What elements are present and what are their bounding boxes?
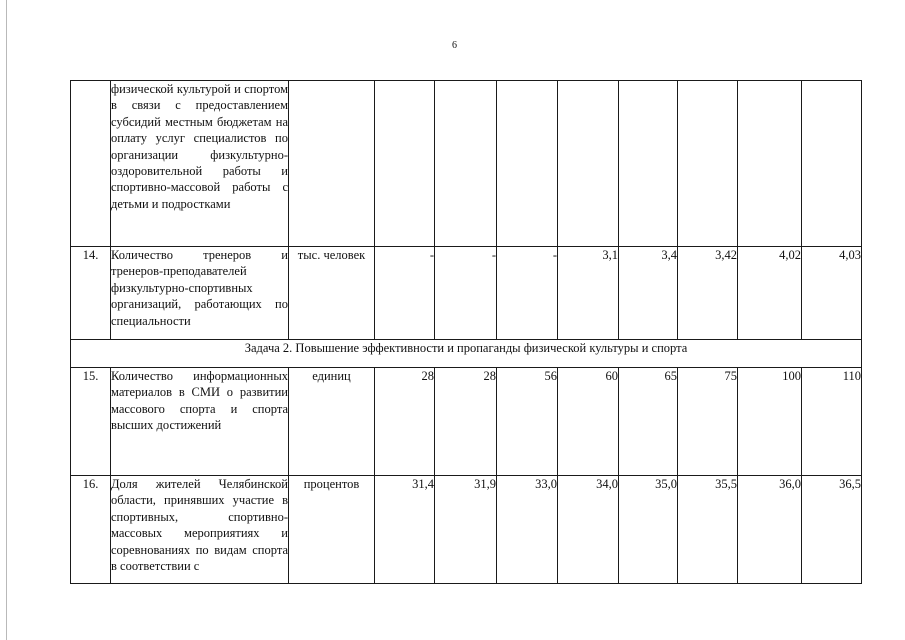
row-number: 14. (71, 247, 111, 340)
value-cell: 4,02 (738, 247, 802, 340)
unit-cell: процентов (289, 476, 375, 584)
page-number: 6 (452, 40, 457, 51)
value-cell: 56 (497, 368, 558, 476)
value-cell: 3,42 (678, 247, 738, 340)
table-row (71, 81, 862, 247)
value-cell: 34,0 (558, 476, 619, 584)
table-row (71, 247, 862, 340)
unit-cell (289, 81, 375, 247)
value-cell: 110 (802, 368, 862, 476)
table-row (71, 476, 862, 584)
value-cell (738, 81, 802, 247)
scan-margin-line (6, 0, 7, 640)
indicator-name: Доля жителей Челябинской области, принявших участие в спортивных, спортивно-массовых мероприятиях и соревнованиях по видам спорта в соответствии с (111, 476, 289, 584)
value-cell (678, 81, 738, 247)
value-cell: 4,03 (802, 247, 862, 340)
table-row (71, 368, 862, 476)
value-cell: 3,1 (558, 247, 619, 340)
value-cell (802, 81, 862, 247)
value-cell: 65 (619, 368, 678, 476)
indicator-name: физической культурой и спортом в связи с предоставлением субсидий местным бюджетам на оплату услуг специалистов по организации физкультурно-оздоровительной работы и спортивно-массовой работы с детьми и подростками (111, 81, 289, 247)
value-cell: - (435, 247, 497, 340)
task-heading: Задача 2. Повышение эффективности и пропаганды физической культуры и спорта (71, 340, 862, 368)
indicators-table (70, 80, 862, 584)
unit-cell: тыс. человек (289, 247, 375, 340)
value-cell: 31,4 (375, 476, 435, 584)
value-cell: 100 (738, 368, 802, 476)
indicator-name: Количество тренеров и тренеров-преподавателей физкультурно-спортивных организаций, работающих по специальности (111, 247, 289, 340)
value-cell: 33,0 (497, 476, 558, 584)
value-cell: 36,0 (738, 476, 802, 584)
value-cell: 60 (558, 368, 619, 476)
value-cell: 35,5 (678, 476, 738, 584)
value-cell: 31,9 (435, 476, 497, 584)
value-cell: 3,4 (619, 247, 678, 340)
value-cell (497, 81, 558, 247)
task-heading-row (71, 340, 862, 368)
value-cell: - (375, 247, 435, 340)
value-cell: 35,0 (619, 476, 678, 584)
value-cell: 75 (678, 368, 738, 476)
row-number: 15. (71, 368, 111, 476)
unit-cell: единиц (289, 368, 375, 476)
value-cell (619, 81, 678, 247)
row-number: 16. (71, 476, 111, 584)
value-cell (435, 81, 497, 247)
value-cell: 28 (375, 368, 435, 476)
indicator-name: Количество информационных материалов в СМИ о развитии массового спорта и спорта высших достижений (111, 368, 289, 476)
value-cell: 28 (435, 368, 497, 476)
value-cell (558, 81, 619, 247)
value-cell: - (497, 247, 558, 340)
value-cell: 36,5 (802, 476, 862, 584)
value-cell (375, 81, 435, 247)
row-number (71, 81, 111, 247)
